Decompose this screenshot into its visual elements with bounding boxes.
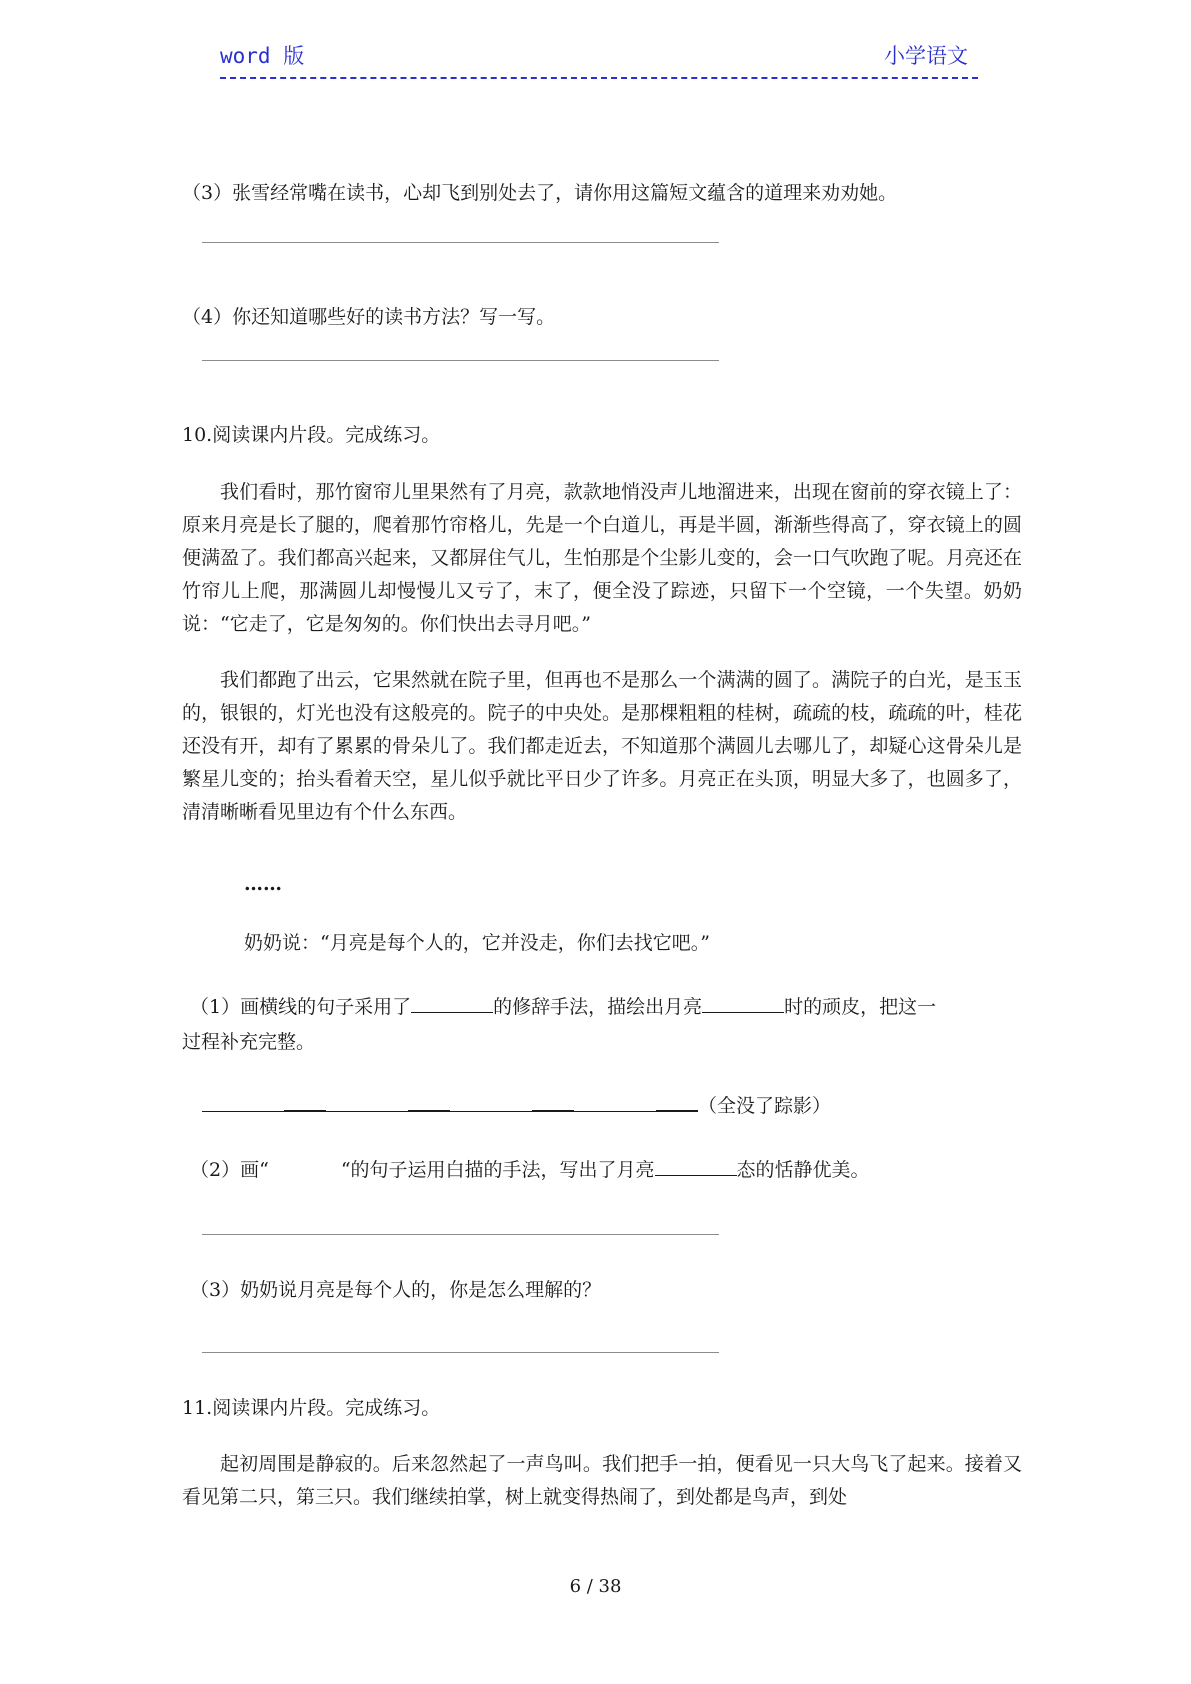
- fill-blank[interactable]: [450, 1092, 532, 1112]
- dash-separator: [532, 1099, 574, 1112]
- fill-blank[interactable]: [326, 1092, 408, 1112]
- fill-blank[interactable]: [411, 993, 493, 1013]
- fill-blank[interactable]: [574, 1092, 656, 1112]
- passage-paragraph-3: 奶奶说：“月亮是每个人的，它并没走，你们去找它吧。”: [244, 932, 710, 954]
- passage-paragraph-1: 我们看时，那竹窗帘儿里果然有了月亮，款款地悄没声儿地溜进来，出现在窗前的穿衣镜上了：原来月亮是长了腿的，爬着那竹帘格儿，先是一个白道儿，再是半圆，渐渐些得高了，穿衣镜上的圆便满盈了。我们都高兴起来，又都屏住气儿，生怕那是个尘影儿变的，会一口气吹跑了呢。月亮还在竹帘儿上爬，那满圆儿却慢慢儿又亏了，末了，便全没了踪迹，只留下一个空镜，一个失望。奶奶说：“它走了，它是匆匆的。你们快出去寻月吧。”: [182, 481, 1022, 635]
- passage-ellipsis: ……: [244, 873, 282, 895]
- question-9-3: （3）张雪经常嘴在读书，心却飞到别处去了，请你用这篇短文蕴含的道理来劝劝她。: [182, 182, 898, 204]
- question-10-title: 10.阅读课内片段。完成练习。: [182, 424, 441, 446]
- fill-blank[interactable]: [655, 1156, 737, 1176]
- dash-separator: [408, 1099, 450, 1112]
- dash-separator: [656, 1099, 698, 1112]
- dash-separator: [284, 1099, 326, 1112]
- answer-line[interactable]: [202, 242, 719, 243]
- question-10-2: [190, 1154, 1030, 1186]
- question-10-3: （3）奶奶说月亮是每个人的，你是怎么理解的？: [190, 1279, 602, 1301]
- header-dashed-rule: [220, 77, 978, 79]
- answer-line[interactable]: [202, 1352, 719, 1353]
- passage-paragraph-2: 我们都跑了出云，它果然就在院子里，但再也不是那么一个满满的圆了。满院子的白光，是玉玉的，银银的，灯光也没有这般亮的。院子的中央处。是那棵粗粗的桂树，疏疏的枝，疏疏的叶，桂花还没有开，却有了累累的骨朵儿了。我们都走近去，不知道那个满圆儿去哪儿了，却疑心这骨朵儿是繁星儿变的；抬头看着天空，星儿似乎就比平日少了许多。月亮正在头顶，明显大多了，也圆多了，清清晰晰看见里边有个什么东西。: [182, 669, 1022, 823]
- question-10-1-text-b: 的修辞手法，描绘出月亮: [493, 996, 703, 1018]
- question-10-2-text-b: “的句子运用白描的手法，写出了月亮: [340, 1159, 655, 1181]
- passage-11-paragraph-1: 起初周围是静寂的。后来忽然起了一声鸟叫。我们把手一拍，便看见一只大鸟飞了起来。接着又看见第二只，第三只。我们继续拍掌，树上就变得热闹了，到处都是鸟声，到处: [182, 1453, 1022, 1508]
- page-number: 6 / 38: [569, 1576, 622, 1597]
- question-10-1-text-a: （1）画横线的句子采用了: [190, 996, 412, 1018]
- header-right-label: 小学语文: [884, 44, 968, 68]
- sequence-fill-row: [202, 1090, 1042, 1122]
- header-left-label: word 版: [220, 44, 305, 68]
- question-10-2-text-c: 态的恬静优美。: [736, 1159, 870, 1181]
- question-11-title: 11.阅读课内片段。完成练习。: [182, 1397, 441, 1419]
- question-10-1-text-c: 时的顽皮，把这一: [784, 996, 937, 1018]
- question-10-2-text-a: （2）画“: [190, 1159, 269, 1181]
- answer-line[interactable]: [202, 360, 719, 361]
- question-10-1-cont: 过程补充完整。: [182, 1031, 316, 1053]
- question-10-1: [190, 991, 1030, 1023]
- sequence-end-label: （全没了踪影）: [698, 1095, 832, 1117]
- answer-line[interactable]: [202, 1234, 719, 1235]
- fill-blank[interactable]: [202, 1092, 284, 1112]
- question-9-4: （4）你还知道哪些好的读书方法？写一写。: [182, 306, 556, 328]
- fill-blank[interactable]: [702, 993, 784, 1013]
